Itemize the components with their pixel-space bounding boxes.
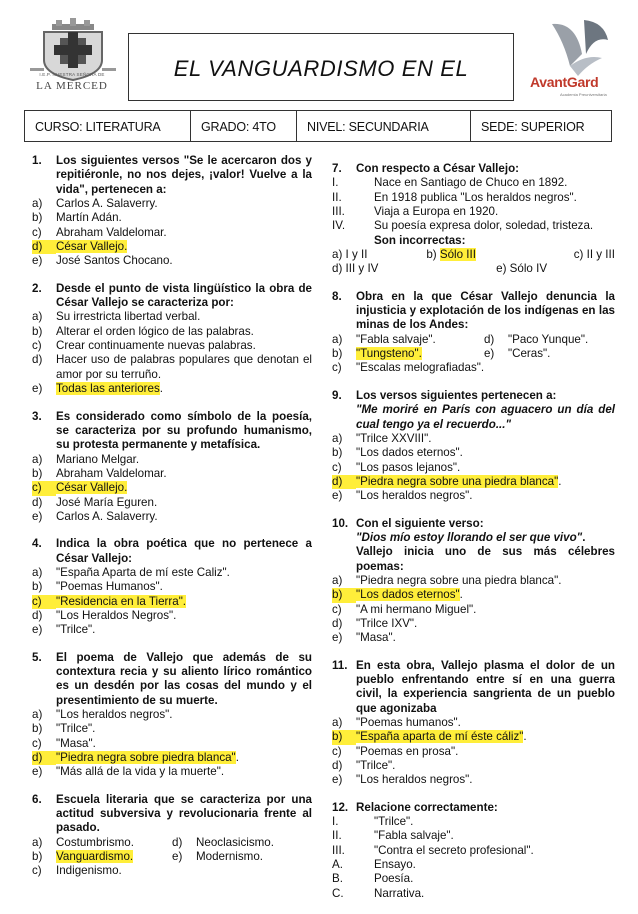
branch-label: SEDE: SUPERIOR	[481, 120, 585, 134]
period: .	[235, 751, 239, 765]
question-number: 8.	[332, 289, 342, 303]
question-5	[32, 651, 312, 780]
question-text: Obra en la que César Vallejo denuncia la injusticia y explotación de los indígenas en las minas de los Andes:	[356, 289, 615, 332]
item-text: En 1918 publica "Los heraldos negros".	[374, 190, 577, 204]
option-e[interactable]	[172, 850, 312, 864]
option-d[interactable]	[32, 240, 312, 254]
match-item	[332, 844, 615, 858]
option-letter: a)	[32, 310, 43, 324]
option-text: Mariano Melgar.	[56, 452, 140, 466]
bird-logo-icon	[524, 14, 624, 104]
option-a[interactable]	[332, 574, 615, 588]
brand-name: AvantGard	[530, 74, 599, 90]
page-header	[0, 0, 638, 150]
item-text: Su poesía expresa dolor, soledad, tristeza.	[374, 219, 594, 233]
option-e[interactable]	[32, 510, 312, 524]
option-text: "Trilce".	[56, 722, 96, 736]
option-e[interactable]	[32, 382, 312, 396]
option-letter: d)	[332, 475, 356, 489]
option-c[interactable]	[32, 339, 312, 353]
option-text: "Poemas en prosa".	[356, 744, 459, 758]
option-text: "Trilce".	[356, 759, 396, 773]
item-label: IV.	[332, 219, 346, 233]
option-text: "Escalas melografiadas".	[356, 361, 485, 375]
question-text: Escuela literaria que se caracteriza por una actitud subversiva y revolucionaria frente al pasado.	[56, 792, 312, 835]
option-text: "Masa".	[56, 736, 96, 750]
option-b[interactable]	[426, 248, 520, 262]
option-letter: a)	[32, 565, 43, 579]
option-a[interactable]	[32, 453, 312, 467]
option-letter: c)	[332, 602, 342, 616]
option-c[interactable]	[32, 226, 312, 240]
option-text: "España Aparta de mí este Caliz".	[56, 565, 230, 579]
question-text: Relacione correctamente:	[356, 800, 498, 814]
statement-item	[332, 191, 615, 205]
option-text: I y II	[345, 248, 368, 262]
option-a[interactable]	[32, 310, 312, 324]
option-text: "Ceras".	[507, 347, 551, 361]
question-11	[332, 659, 615, 788]
option-text: Abraham Valdelomar.	[56, 466, 167, 480]
option-letter: d)	[332, 759, 343, 773]
option-d[interactable]	[332, 759, 615, 773]
option-letter: b)	[32, 580, 43, 594]
item-label: I.	[332, 176, 339, 190]
option-letter: a)	[332, 431, 343, 445]
option-a[interactable]	[332, 333, 484, 347]
option-letter: e)	[32, 254, 43, 268]
option-text: José María Eguren.	[56, 495, 158, 509]
item-text: Ensayo.	[374, 858, 416, 872]
highlighted-answer: Vanguardismo.	[56, 850, 134, 864]
option-text: "Los dados eternos".	[356, 446, 463, 460]
option-c[interactable]	[332, 745, 615, 759]
course-label: CURSO: LITERATURA	[25, 111, 191, 141]
quoted-verse: "Dios mío estoy llorando el ser que vivo"	[356, 530, 583, 544]
question-text: Con el siguiente verso:	[356, 516, 484, 530]
question-3	[32, 410, 312, 525]
question-number: 9.	[332, 388, 342, 402]
question-text: El poema de Vallejo que además de su contextura recia y su aliento lírico romántico es un desdén por las cosas del mundo y el presentimiento de su muerte.	[56, 650, 312, 707]
item-label: C.	[332, 886, 344, 900]
question-subprompt: Son incorrectas:	[374, 233, 466, 247]
item-label: A.	[332, 858, 343, 872]
match-item	[332, 858, 615, 872]
match-item	[332, 815, 615, 829]
question-number: 2.	[32, 281, 42, 295]
period: .	[523, 730, 527, 744]
option-a[interactable]	[332, 716, 615, 730]
option-text: Crear continuamente nuevas palabras.	[56, 339, 256, 353]
match-item	[332, 829, 615, 843]
option-letter: d)	[32, 240, 56, 254]
option-b[interactable]	[32, 722, 312, 736]
item-text: Narrativa.	[374, 886, 425, 900]
period: .	[159, 382, 163, 396]
question-2	[32, 282, 312, 397]
option-text: "Los Heraldos Negros".	[56, 608, 177, 622]
highlighted-answer: "Piedra negra sobre piedra blanca"	[56, 751, 236, 765]
option-letter: a)	[32, 835, 43, 849]
option-letter: b)	[332, 347, 343, 361]
option-text: "Trilce XXVIII".	[356, 431, 432, 445]
highlighted-answer: Todas las anteriores	[56, 382, 160, 396]
option-b[interactable]	[32, 325, 312, 339]
school-subtitle: LA MERCED	[36, 80, 108, 92]
option-letter: b)	[32, 324, 43, 338]
school-name: I.E.P. NUESTRA SEÑORA DE	[39, 72, 105, 77]
option-text: "Los heraldos negros".	[356, 489, 473, 503]
option-c[interactable]	[332, 461, 615, 475]
item-text: Poesía.	[374, 872, 414, 886]
option-letter: b)	[332, 446, 343, 460]
question-7	[332, 162, 615, 277]
question-number: 5.	[32, 650, 42, 664]
question-text: Desde el punto de vista lingüístico la obra de César Vallejo se caracteriza por:	[56, 281, 312, 310]
option-letter: d)	[332, 262, 343, 276]
option-letter: e)	[332, 631, 343, 645]
option-d[interactable]	[332, 475, 615, 489]
course-info-bar	[24, 110, 612, 142]
option-d[interactable]	[332, 617, 615, 631]
option-text: "Masa".	[356, 631, 396, 645]
option-e[interactable]	[484, 347, 615, 361]
option-a[interactable]	[332, 248, 426, 262]
option-text: Su irrestricta libertad verbal.	[56, 310, 201, 324]
statement-item	[332, 176, 615, 190]
option-d[interactable]	[32, 609, 312, 623]
item-label: II.	[332, 829, 342, 843]
option-letter: c)	[32, 864, 42, 878]
period: .	[558, 474, 562, 488]
option-letter: e)	[332, 773, 343, 787]
period: .	[582, 530, 586, 544]
option-letter: c)	[32, 595, 56, 609]
right-column	[332, 154, 615, 914]
option-b[interactable]	[32, 580, 312, 594]
option-a[interactable]	[332, 432, 615, 446]
option-letter: b)	[32, 466, 43, 480]
option-letter: b)	[332, 588, 356, 602]
question-number: 6.	[32, 792, 42, 806]
option-text: Hacer uso de palabras populares que denotan el amor por su terruño.	[56, 353, 312, 381]
item-label: III.	[332, 843, 345, 857]
question-text: Es considerado como símbolo de la poesía, se caracteriza por su profundo humanismo, su protesta permanente y metafísica.	[56, 409, 312, 452]
option-letter: b)	[32, 722, 43, 736]
option-e[interactable]	[332, 773, 615, 787]
highlighted-answer: Sólo III	[439, 248, 476, 262]
option-e[interactable]	[496, 262, 547, 276]
question-number: 11.	[332, 658, 348, 672]
school-crest-icon	[30, 18, 116, 108]
option-c[interactable]	[332, 603, 615, 617]
option-text: "Poemas Humanos".	[56, 580, 163, 594]
option-c[interactable]	[32, 737, 312, 751]
option-letter: e)	[32, 382, 43, 396]
option-text: Neoclasicismo.	[196, 835, 274, 849]
option-c[interactable]	[32, 595, 312, 609]
option-d[interactable]	[32, 353, 312, 382]
option-e[interactable]	[32, 765, 312, 779]
question-number: 4.	[32, 537, 42, 551]
item-text: Viaja a Europa en 1920.	[374, 205, 499, 219]
option-b[interactable]	[32, 850, 172, 864]
question-6	[32, 793, 312, 879]
question-text-continued: Vallejo inicia uno de sus más célebres poemas:	[356, 545, 615, 573]
item-text: Nace en Santiago de Chuco en 1892.	[374, 176, 568, 190]
option-text: "Fabla salvaje".	[356, 332, 436, 346]
option-letter: d)	[32, 353, 43, 367]
option-text: Abraham Valdelomar.	[56, 225, 167, 239]
period: .	[459, 588, 463, 602]
option-text: Costumbrismo.	[56, 835, 134, 849]
options-row	[332, 248, 615, 262]
option-letter: d)	[483, 332, 495, 346]
option-d[interactable]	[484, 333, 615, 347]
option-text: Martín Adán.	[56, 211, 122, 225]
match-item	[332, 887, 615, 901]
option-text: II y III	[586, 248, 615, 262]
option-letter: b)	[332, 730, 356, 744]
quoted-verse: "Me moriré en París con aguacero un día del cual tengo ya el recuerdo..."	[356, 403, 615, 431]
option-text: "Paco Yunque".	[507, 332, 589, 346]
option-letter: a)	[332, 573, 343, 587]
option-letter: c)	[32, 339, 42, 353]
option-letter: c)	[332, 361, 342, 375]
option-letter: e)	[496, 262, 507, 276]
option-letter: b)	[32, 850, 43, 864]
statement-item	[332, 219, 615, 233]
option-letter: d)	[172, 835, 183, 849]
question-4	[32, 537, 312, 637]
option-text: "Los heraldos negros".	[356, 773, 473, 787]
level-label: NIVEL: SECUNDARIA	[297, 111, 471, 141]
match-item	[332, 872, 615, 886]
highlighted-answer: "Piedra negra sobre una piedra blanca"	[356, 474, 559, 488]
option-e[interactable]	[32, 623, 312, 637]
option-text: Indigenismo.	[56, 864, 122, 878]
option-a[interactable]	[32, 708, 312, 722]
question-number: 3.	[32, 409, 42, 423]
option-letter: c)	[32, 225, 42, 239]
option-text: "Trilce IXV".	[356, 616, 418, 630]
question-8	[332, 290, 615, 376]
option-c[interactable]	[521, 248, 615, 262]
item-text: "Fabla salvaje".	[374, 829, 454, 843]
option-letter: a)	[32, 197, 43, 211]
item-text: "Trilce".	[374, 815, 414, 829]
highlighted-answer: "Residencia en la Tierra".	[56, 594, 187, 608]
option-c[interactable]	[32, 864, 312, 878]
left-column	[32, 154, 312, 892]
question-number: 1.	[32, 154, 42, 167]
question-number: 12.	[332, 800, 349, 814]
question-text: Con respecto a César Vallejo:	[356, 162, 520, 175]
option-b[interactable]	[332, 446, 615, 460]
option-text: III y IV	[345, 262, 379, 276]
option-d[interactable]	[332, 262, 496, 276]
question-12	[332, 801, 615, 901]
option-text: "Poemas humanos".	[356, 716, 461, 730]
item-label: III.	[332, 205, 345, 219]
option-letter: d)	[32, 751, 56, 765]
option-text: "Los heraldos negros".	[56, 708, 173, 722]
option-text: José Santos Chocano.	[56, 254, 173, 268]
grade-label: GRADO: 4TO	[191, 111, 297, 141]
option-d[interactable]	[172, 836, 312, 850]
option-text: "Los pasos lejanos".	[356, 460, 461, 474]
option-letter: e)	[172, 850, 183, 864]
option-letter: a)	[32, 708, 43, 722]
option-letter: b)	[32, 211, 43, 225]
option-letter: e)	[32, 509, 43, 523]
brand-tagline: Academia Preuniversitaria	[560, 92, 607, 97]
option-letter: c)	[32, 481, 56, 495]
option-a[interactable]	[32, 566, 312, 580]
option-letter: e)	[32, 765, 43, 779]
option-b[interactable]	[332, 730, 615, 744]
option-text: "A mi hermano Miguel".	[356, 602, 477, 616]
option-letter: e)	[332, 489, 343, 503]
option-letter: c)	[32, 736, 42, 750]
option-letter: d)	[332, 616, 343, 630]
option-a[interactable]	[32, 836, 172, 850]
option-a[interactable]	[32, 197, 312, 211]
statement-item	[332, 205, 615, 219]
title-box	[128, 33, 514, 101]
option-letter: a)	[332, 248, 343, 262]
highlighted-answer: "España aparta de mí éste cáliz"	[356, 730, 524, 744]
option-text: Modernismo.	[196, 850, 264, 864]
question-1	[32, 154, 312, 269]
option-text: Carlos A. Salaverry.	[56, 509, 158, 523]
option-c[interactable]	[332, 361, 615, 375]
option-d[interactable]	[32, 751, 312, 765]
option-letter: c)	[332, 744, 342, 758]
option-letter: c)	[332, 460, 342, 474]
option-text: Carlos A. Salaverry.	[56, 197, 158, 211]
option-letter: d)	[32, 608, 43, 622]
option-text: Sólo IV	[509, 262, 548, 276]
item-label: II.	[332, 190, 342, 204]
option-letter: a)	[332, 332, 343, 346]
option-b[interactable]	[332, 347, 484, 361]
option-letter: e)	[483, 347, 495, 361]
highlighted-answer: César Vallejo.	[56, 240, 128, 254]
option-letter: a)	[332, 716, 343, 730]
option-letter: e)	[32, 623, 43, 637]
question-text: En esta obra, Vallejo plasma el dolor de un pueblo enfrentando entre sí en una guerra civil, la experiencia sangrienta de un pueblo que agonizaba	[356, 658, 615, 715]
option-text: "Piedra negra sobre una piedra blanca".	[356, 573, 562, 587]
option-letter: c)	[573, 248, 584, 262]
item-text: "Contra el secreto profesional".	[374, 843, 534, 857]
option-c[interactable]	[32, 481, 312, 495]
question-number: 7.	[332, 162, 342, 175]
question-10	[332, 517, 615, 646]
option-b[interactable]	[32, 211, 312, 225]
highlighted-answer: "Tungsteno".	[356, 347, 422, 361]
option-b[interactable]	[332, 588, 615, 602]
item-label: B.	[332, 872, 343, 886]
option-letter: a)	[32, 452, 43, 466]
option-e[interactable]	[332, 631, 615, 645]
option-e[interactable]	[32, 254, 312, 268]
highlighted-answer: "Los dados eternos"	[356, 588, 460, 602]
option-text: "Trilce".	[56, 623, 96, 637]
question-number: 10.	[332, 516, 349, 530]
question-text: Los versos siguientes pertenecen a:	[356, 388, 557, 402]
option-letter: b)	[426, 248, 437, 262]
option-e[interactable]	[332, 489, 615, 503]
option-d[interactable]	[32, 496, 312, 510]
option-text: "Más allá de la vida y la muerte".	[56, 765, 225, 779]
question-text: Indica la obra poética que no pertenece a César Vallejo:	[56, 537, 312, 565]
option-letter: d)	[32, 495, 43, 509]
highlighted-answer: César Vallejo.	[56, 481, 128, 495]
option-text: Alterar el orden lógico de las palabras.	[56, 324, 254, 338]
question-text: Los siguientes versos "Se le acercaron dos y repitiéronle, no nos dejes, ¡valor! Vuelve a la vida", pertenecen a:	[56, 154, 312, 196]
question-9	[332, 389, 615, 504]
option-b[interactable]	[32, 467, 312, 481]
item-label: I.	[332, 815, 339, 829]
page-title: EL VANGUARDISMO EN EL	[173, 56, 469, 81]
